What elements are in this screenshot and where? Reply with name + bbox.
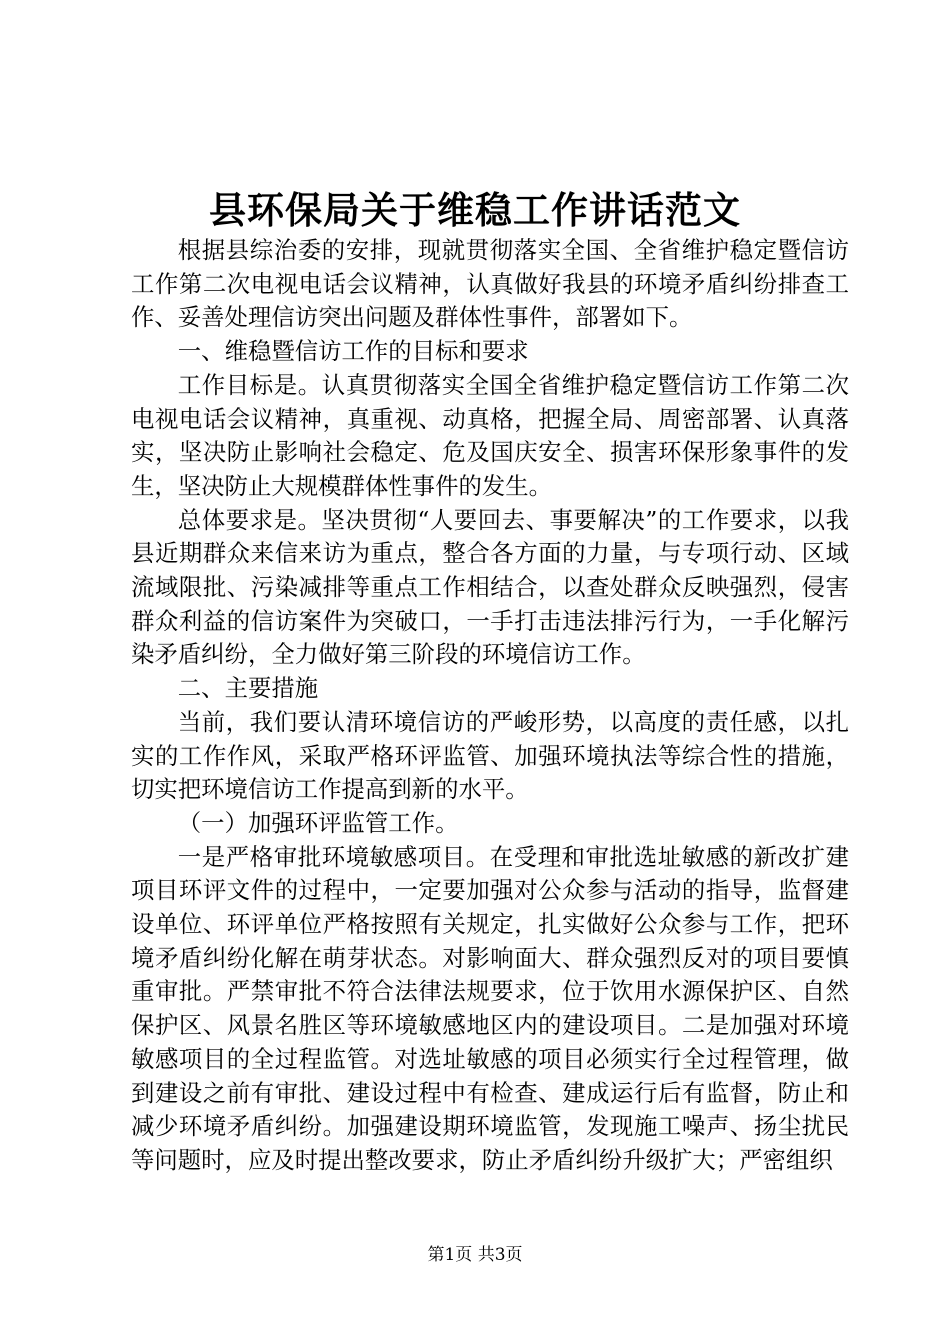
paragraph-work-goal: 工作目标是。认真贯彻落实全国全省维护稳定暨信访工作第二次电视电话会议精神，真重视、动真格，把握全局、周密部署、认真落实，坚决防止影响社会稳定、危及国庆安全、损害环保形象事件的发生，坚决防止大规模群体性事件的发生。 [131,370,849,500]
subsection-heading-eia: （一）加强环评监管工作。 [177,808,459,837]
paragraph-current-situation: 当前，我们要认清环境信访的严峻形势，以高度的责任感，以扎实的工作作风，采取严格环评监管、加强环境执法等综合性的措施，切实把环境信访工作提高到新的水平。 [131,707,849,804]
paragraph-intro: 根据县综治委的安排，现就贯彻落实全国、全省维护稳定暨信访工作第二次电视电话会议精神，认真做好我县的环境矛盾纠纷排查工作、妥善处理信访突出问题及群体性事件，部署如下。 [131,236,849,332]
document-body [131,234,849,1178]
section-heading-measures: 二、主要措施 [177,674,319,703]
document-title: 县环保局关于维稳工作讲话范文 [209,188,741,232]
page-footer: 第1页 共3页 [427,1245,523,1265]
section-heading-goals: 一、维稳暨信访工作的目标和要求 [177,337,529,366]
paragraph-eia-details: 一是严格审批环境敏感项目。在受理和审批选址敏感的新改扩建项目环评文件的过程中，一定要加强对公众参与活动的指导，监督建设单位、环评单位严格按照有关规定，扎实做好公众参与工作，把环境矛盾纠纷化解在萌芽状态。对影响面大、群众强烈反对的项目要慎重审批。严禁审批不符合法律法规要求，位于饮用水源保护区、自然保护区、风景名胜区等环境敏感地区内的建设项目。二是加强对环境敏感项目的全过程监管。对选址敏感的项目必须实行全过程管理，做到建设之前有审批、建设过程中有检查、建成运行后有监督，防止和减少环境矛盾纠纷。加强建设期环境监管，发现施工噪声、扬尘扰民等问题时，应及时提出整改要求，防止矛盾纠纷升级扩大；严密组织 [131,842,849,1174]
paragraph-overall-requirement: 总体要求是。坚决贯彻“人要回去、事要解决”的工作要求，以我县近期群众来信来访为重点，整合各方面的力量，与专项行动、区域流域限批、污染减排等重点工作相结合，以查处群众反映强烈，侵害群众利益的信访案件为突破口，一手打击违法排污行为，一手化解污染矛盾纠纷，全力做好第三阶段的环境信访工作。 [131,505,849,669]
